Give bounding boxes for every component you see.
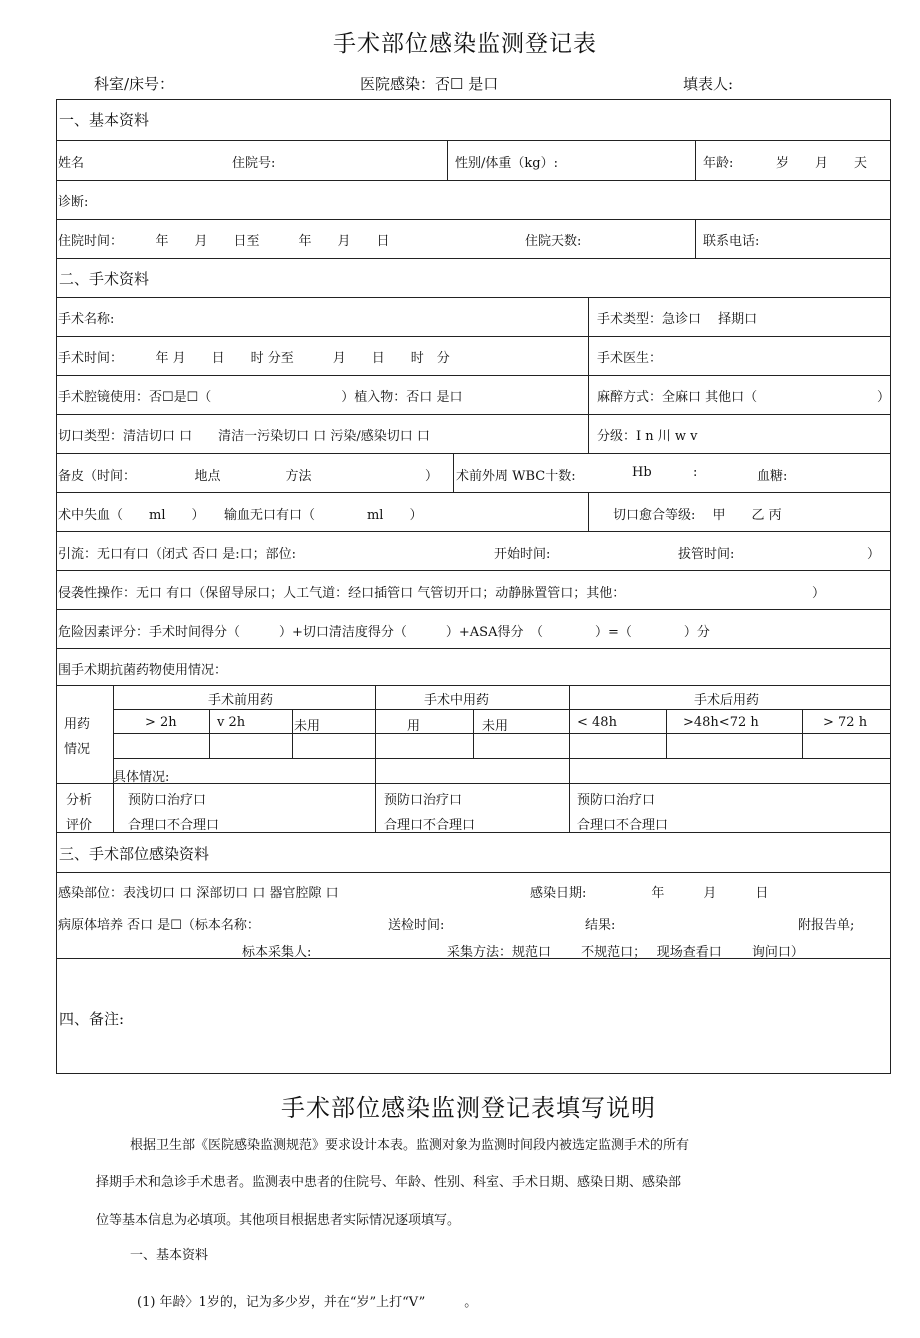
intra-op-header: 手术中用药 — [424, 693, 490, 708]
op-type-field[interactable]: 手术类型：急诊口 择期口 — [597, 312, 758, 327]
analysis-label-line2: 评价 — [66, 818, 93, 833]
section1-heading: 一、基本资料 — [59, 111, 150, 129]
analysis-label-line1: 分析 — [66, 793, 93, 808]
filler-label: 填表人: — [683, 75, 734, 93]
instructions-item-1: (1) 年龄〉1岁的，记为多少岁，并在“岁”上打“V” 。 — [137, 1295, 478, 1310]
hospital-infection-label[interactable]: 医院感染：否☐ 是口 — [360, 75, 499, 93]
collection-method-field[interactable]: 采集方法：规范口 不规范口； 现场查看口 询问口） — [447, 945, 804, 960]
dept-bed-label: 科室/床号： — [94, 75, 175, 93]
result-field[interactable]: 结果: — [585, 918, 616, 933]
instructions-title: 手术部位感染监测登记表填写说明 — [281, 1094, 656, 1122]
hospital-days-field[interactable]: 住院天数: — [525, 234, 582, 249]
infection-date-field[interactable]: 感染日期: 年 月 日 — [530, 886, 769, 901]
post-op-reasonable[interactable]: 合理口不合理口 — [577, 818, 669, 833]
age-units: 岁 月 天 — [776, 156, 868, 171]
anesthesia-field[interactable]: 麻醉方式：全麻口 其他口（ — [597, 390, 758, 405]
admission-time-field[interactable]: 住院时间： 年 月 日至 年 月 日 — [58, 234, 390, 249]
send-time-field[interactable]: 送检时间: — [388, 918, 445, 933]
invasive-close: ） — [812, 586, 826, 601]
col-lt-48h: < 48h — [577, 715, 617, 730]
age-field[interactable]: 年龄: — [703, 156, 734, 171]
hospital-no-field[interactable]: 住院号: — [232, 156, 276, 171]
drug-label-line2: 情况 — [64, 742, 91, 757]
op-name-field[interactable]: 手术名称: — [58, 312, 115, 327]
glucose-field[interactable]: 血糖: — [757, 469, 788, 484]
surgeon-field[interactable]: 手术医生： — [597, 351, 663, 366]
endoscope-implant-field[interactable]: 手术腔镜使用：否☐是☐（ ）植入物：否口 是口 — [58, 390, 463, 405]
drug-details-field[interactable]: 具体情况: — [113, 770, 170, 785]
intra-op-reasonable[interactable]: 合理口不合理口 — [384, 818, 476, 833]
drain-remove-field[interactable]: 拔管时间: — [678, 547, 735, 562]
col-intra-used: 用 — [407, 719, 421, 734]
col-48-72h: >48h<72 h — [683, 715, 759, 730]
sex-weight-field[interactable]: 性别/体重（kg）: — [455, 156, 558, 171]
hb-colon: : — [693, 465, 698, 480]
form-title: 手术部位感染监测登记表 — [333, 31, 597, 57]
post-op-prevent-treat[interactable]: 预防口治疗口 — [577, 793, 656, 808]
col-gt-72h: > 72 h — [823, 715, 868, 730]
wbc-field[interactable]: 术前外周 WBC十数: — [456, 469, 576, 484]
col-lt-2h: v 2h — [217, 715, 246, 730]
instructions-para-2: 择期手术和急诊手术患者。监测表中患者的住院号、年龄、性别、科室、手术日期、感染日期、感染部 — [96, 1175, 682, 1190]
healing-grade-field[interactable]: 切口愈合等级: 甲 乙 丙 — [613, 508, 782, 523]
blood-loss-field[interactable]: 术中失血（ ml ） 输血无口有口（ ml ） — [58, 508, 423, 523]
pre-op-reasonable[interactable]: 合理口不合理口 — [128, 818, 220, 833]
section3-heading: 三、手术部位感染资料 — [59, 845, 210, 863]
report-attached-field[interactable]: 附报告单; — [798, 918, 855, 933]
skin-prep-field[interactable]: 备皮（时间： 地点 方法 — [58, 469, 312, 484]
phone-field[interactable]: 联系电话: — [703, 234, 760, 249]
anesthesia-close: ） — [877, 390, 891, 405]
col-intra-unused: 未用 — [482, 719, 509, 734]
drug-label-line1: 用药 — [64, 717, 91, 732]
name-field[interactable]: 姓名 — [58, 156, 85, 171]
infection-site-field[interactable]: 感染部位：表浅切口 口 深部切口 口 器官腔隙 口 — [58, 886, 339, 901]
pre-op-header: 手术前用药 — [208, 693, 274, 708]
drain-start-field[interactable]: 开始时间: — [494, 547, 551, 562]
antibiotic-title: 围手术期抗菌药物使用情况： — [58, 663, 228, 678]
drainage-close: ） — [867, 547, 881, 562]
section2-heading: 二、手术资料 — [59, 270, 150, 288]
drainage-field[interactable]: 引流：无口有口（闭式 否口 是:口；部位: — [58, 547, 297, 562]
collector-field[interactable]: 标本采集人: — [242, 945, 312, 960]
col-pre-unused: 未用 — [294, 719, 321, 734]
hb-field[interactable]: Hb — [632, 465, 652, 480]
invasive-ops-field[interactable]: 侵袭性操作：无口 有口（保留导尿口；人工气道：经口插管口 气管切开口；动静脉置管口；其他： — [58, 586, 626, 601]
instructions-para-1: 根据卫生部《医院感染监测规范》要求设计本表。监测对象为监测时间段内被选定监测手术的所有 — [130, 1138, 690, 1153]
intra-op-prevent-treat[interactable]: 预防口治疗口 — [384, 793, 463, 808]
diagnosis-field[interactable]: 诊断: — [58, 195, 89, 210]
skin-prep-close: ） — [425, 469, 439, 484]
instructions-para-3: 位等基本信息为必填项。其他项目根据患者实际情况逐项填写。 — [96, 1213, 461, 1228]
instructions-sub-1: 一、基本资料 — [130, 1248, 209, 1263]
op-time-field[interactable]: 手术时间： 年 月 日 时 分至 月 日 时 分 — [58, 351, 450, 366]
pathogen-culture-field[interactable]: 病原体培养 否口 是☐（标本名称： — [58, 918, 260, 933]
col-gt-2h: > 2h — [145, 715, 177, 730]
post-op-header: 手术后用药 — [694, 693, 760, 708]
pre-op-prevent-treat[interactable]: 预防口治疗口 — [128, 793, 207, 808]
section4-heading: 四、备注: — [59, 1010, 125, 1028]
risk-score-field[interactable]: 危险因素评分：手术时间得分（ ）+切口清洁度得分（ ）+ASA得分 （ ）=（ ）分 — [58, 625, 710, 640]
grade-field[interactable]: 分级：I n 川 w v — [597, 429, 698, 444]
incision-type-field[interactable]: 切口类型：清洁切口 口 清洁一污染切口 口 污染/感染切口 口 — [58, 429, 430, 444]
